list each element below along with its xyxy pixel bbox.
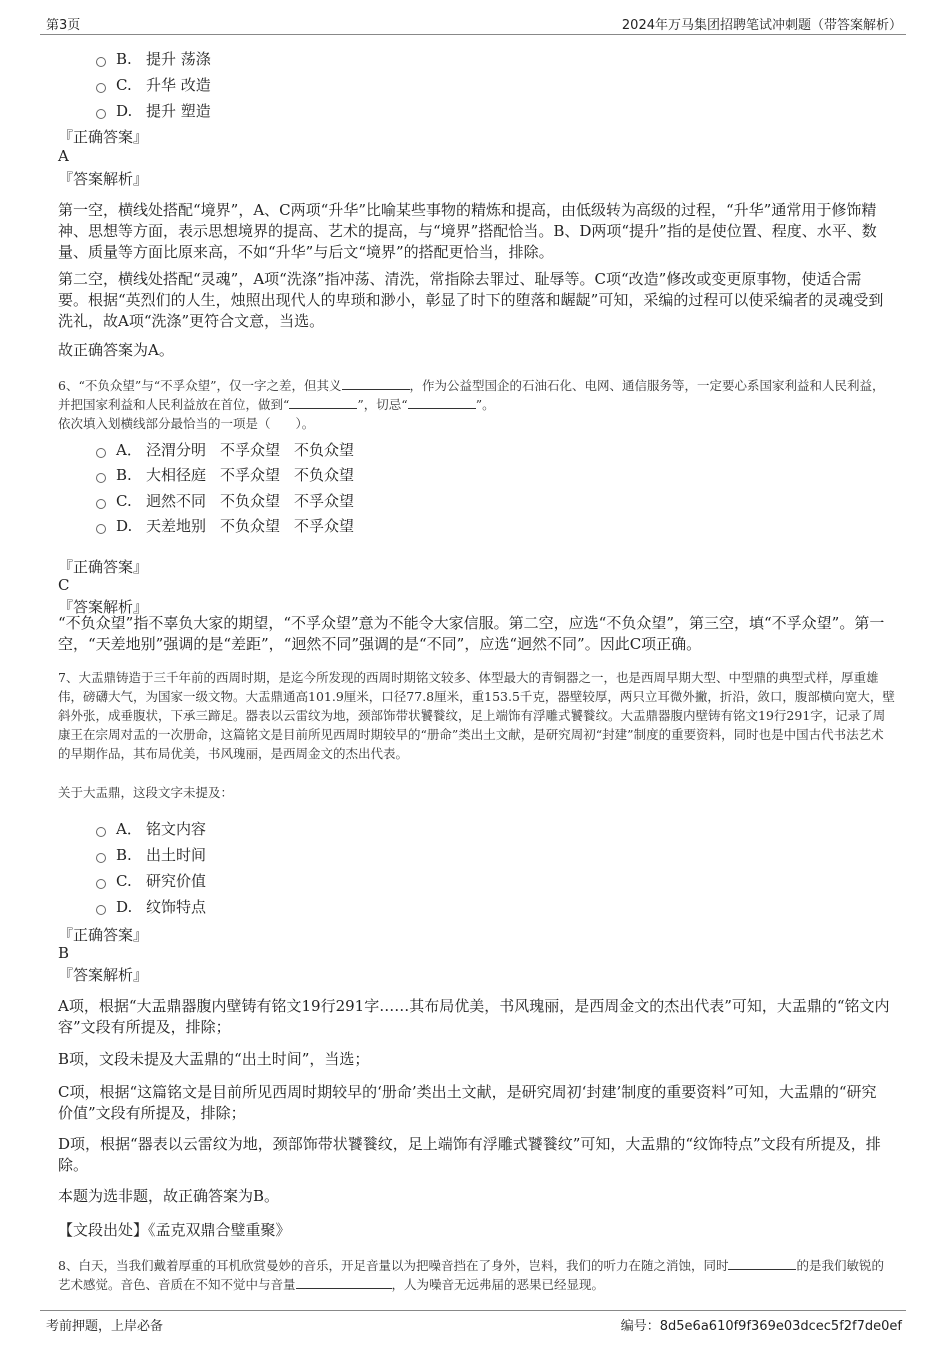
q5-analysis-p3: 故正确答案为A。 <box>58 341 174 359</box>
radio-icon[interactable] <box>96 83 106 93</box>
q7-analysis-d: D项，根据“器表以云雷纹为地，颈部饰带状饕餮纹，足上端饰有浮雕式饕餮纹”可知，大盂鼎的“纹饰特点”文段有所提及，排除。 <box>58 1135 881 1174</box>
q7-answer: B <box>58 944 70 962</box>
q7-option-b[interactable]: B. 出土时间 <box>96 844 206 865</box>
radio-icon[interactable] <box>96 853 106 863</box>
q7-source: 【文段出处】《孟克双鼎合璧重聚》 <box>58 1221 291 1239</box>
q6-answer: C <box>58 576 70 594</box>
document-title: 2024年万马集团招聘笔试冲刺题（带答案解析） <box>621 18 902 33</box>
q7-analysis-a: A项，根据“大盂鼎器腹内壁铸有铭文19行291字……其布局优美，书风瑰丽，是西周金文的杰出代表”可知，大盂鼎的“铭文内容”文段有所提及，排除； <box>58 997 890 1036</box>
q7-stem: 7、大盂鼎铸造于三千年前的西周时期，是迄今所发现的西周时期铭文较多、体型最大的青铜器之一，也是西周早期大型、中型鼎的典型式样，厚重雄伟，磅礴大气，为国家一级文物。大盂鼎通高101.9厘米，口径77.8厘米，重153.5千克，器壁较厚，两只立耳微外撇，折沿，敛口，腹部横向宽大，壁斜外张，成垂腹状，下承三蹄足。器表以云雷纹为地，颈部饰带状饕餮纹，足上端饰有浮雕式饕餮纹。大盂鼎器腹内壁铸有铭文19行291字，记录了周康王在宗周对盂的一次册命，这篇铭文是目前所见西周时期较早的“册命”类出土文献，是研究周初“封建”制度的重要资料，同时也是中国古代书法艺术的早期作品，其布局优美，书风瑰丽，是西周金文的杰出代表。 <box>58 670 895 761</box>
q5-analysis-p1: 第一空，横线处搭配“境界”，A、C两项“升华”比喻某些事物的精炼和提高，由低级转为高级的过程，“升华”通常用于修饰精神、思想等方面，表示思想境界的提高、艺术的提高，与“境界”搭配恰当。B、D两项“提升”指的是使位置、程度、水平、数量、质量等方面比原来高，不如“升华”与后文“境界”的搭配更恰当，排除。 <box>58 201 877 261</box>
q6-analysis-label: 『答案解析』 <box>58 598 149 616</box>
q7-question: 关于大盂鼎，这段文字未提及： <box>58 785 234 800</box>
radio-icon[interactable] <box>96 473 106 483</box>
blank-2 <box>296 1276 392 1289</box>
q5-answer: A <box>58 147 69 165</box>
q7-analysis-label: 『答案解析』 <box>58 966 149 984</box>
q8-stem: 8、白天，当我们戴着厚重的耳机欣赏曼妙的音乐，开足音量以为把噪音挡在了身外，岂料，我们的听力在随之消蚀，同时 的是我们敏锐的艺术感觉。音色、音质在不知不觉中与音量 ，人为噪音无远弗届的恶果已经显现。 <box>58 1258 884 1292</box>
radio-icon[interactable] <box>96 905 106 915</box>
q6-option-c[interactable]: C. 迥然不同 不负众望 不孚众望 <box>96 490 368 511</box>
q7-analysis-b: B项，文段未提及大盂鼎的“出土时间”，当选； <box>58 1050 370 1068</box>
radio-icon[interactable] <box>96 524 106 534</box>
q7-option-c[interactable]: C. 研究价值 <box>96 870 206 891</box>
radio-icon[interactable] <box>96 57 106 67</box>
q7-option-d[interactable]: D. 纹饰特点 <box>96 896 206 917</box>
q7-answer-label: 『正确答案』 <box>58 926 149 944</box>
q7-conclusion: 本题为选非题，故正确答案为B。 <box>58 1187 280 1205</box>
blank-1 <box>342 377 410 390</box>
page-footer <box>40 1310 906 1335</box>
blank-2 <box>289 396 357 409</box>
radio-icon[interactable] <box>96 499 106 509</box>
q6-option-d[interactable]: D. 天差地别 不负众望 不孚众望 <box>96 515 368 536</box>
q7-analysis-c: C项，根据“这篇铭文是目前所见西周时期较早的‘册命’类出土文献，是研究周初‘封建’制度的重要资料”可知，大盂鼎的“研究价值”文段有所提及，排除； <box>58 1083 877 1122</box>
document-code: 编号：8d5e6a610f9f369e03dcec5f2f7de0ef <box>620 1319 902 1334</box>
q5-option-b[interactable]: B. 提升 荡涤 <box>96 48 211 69</box>
page-number: 第3页 <box>46 18 81 33</box>
blank-1 <box>728 1257 796 1270</box>
q5-option-d[interactable]: D. 提升 塑造 <box>96 100 211 121</box>
radio-icon[interactable] <box>96 109 106 119</box>
blank-3 <box>408 396 476 409</box>
q6-analysis: “不负众望”指不辜负大家的期望，“不孚众望”意为不能令大家信服。第二空，应选“不负众望”，第三空，填“不孚众望”。第一空，“天差地别”强调的是“差距”，“迥然不同”强调的是“不同”，应选“迥然不同”。因此C项正确。 <box>58 614 885 653</box>
q5-answer-label: 『正确答案』 <box>58 128 149 146</box>
radio-icon[interactable] <box>96 827 106 837</box>
radio-icon[interactable] <box>96 879 106 889</box>
q6-stem: 6、“不负众望”与“不孚众望”，仅一字之差，但其义 ，作为公益型国企的石油石化、电网、通信服务等，一定要心系国家利益和人民利益，并把国家利益和人民利益放在首位，做到“ ”，切忌“ ”。 依次填入划横线部分最恰当的一项是（ ）。 <box>58 378 885 431</box>
page-header <box>40 12 906 35</box>
q5-option-c[interactable]: C. 升华 改造 <box>96 74 211 95</box>
q6-answer-label: 『正确答案』 <box>58 558 149 576</box>
radio-icon[interactable] <box>96 448 106 458</box>
q5-analysis-p2: 第二空，横线处搭配“灵魂”，A项“洗涤”指冲荡、清洗，常指除去罪过、耻辱等。C项“改造”修改或变更原事物，使适合需要。根据“英烈们的人生，烛照出现代人的卑琐和渺小，彰显了时下的堕落和龌龊”可知，采编的过程可以使采编者的灵魂受到洗礼，故A项“洗涤”更符合文意，当选。 <box>58 270 884 330</box>
q5-analysis-label: 『答案解析』 <box>58 170 149 188</box>
q6-option-a[interactable]: A． 泾渭分明 不孚众望 不负众望 <box>96 439 368 460</box>
q6-option-b[interactable]: B. 大相径庭 不孚众望 不负众望 <box>96 464 368 485</box>
q7-option-a[interactable]: A． 铭文内容 <box>96 818 206 839</box>
footer-slogan: 考前押题，上岸必备 <box>46 1319 164 1334</box>
